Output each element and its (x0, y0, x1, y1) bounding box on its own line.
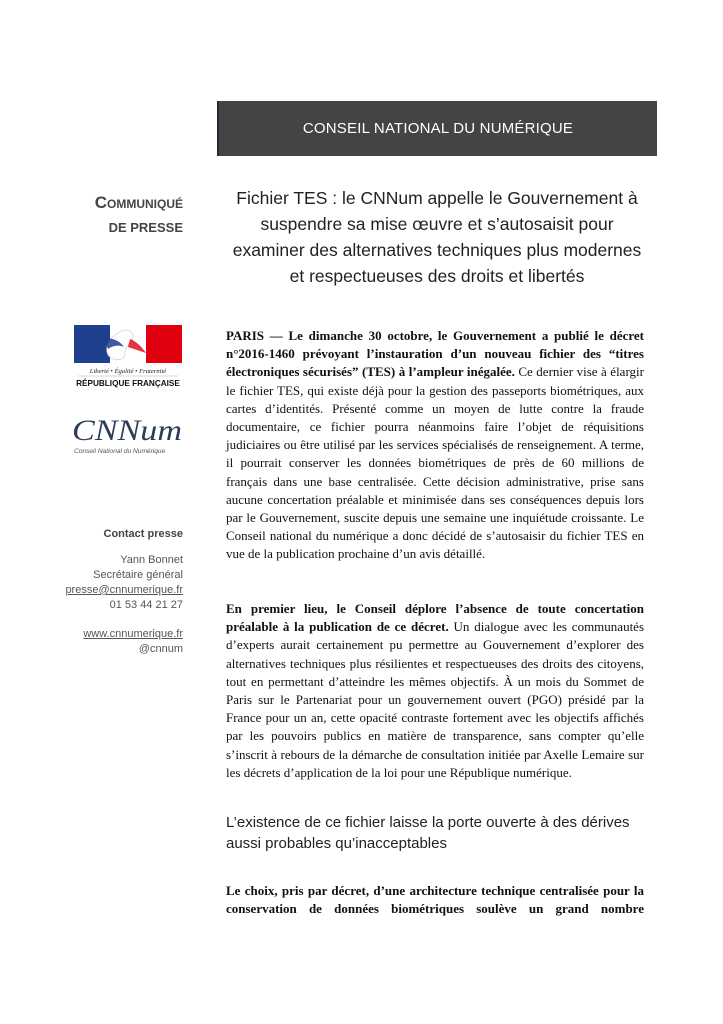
republique-francaise-logo (74, 325, 182, 390)
cnnum-logo (72, 410, 184, 460)
contact-role: Secrétaire général (93, 569, 183, 581)
paragraph-1-lead: PARIS — Le dimanche 30 octobre, le Gouvernement a publié le décret n°2016-1460 prévoyant l’instauration d’un nouveau fichier des “titres électroniques sécurisés” (TES) à l’ampleur inégalée. (226, 328, 644, 380)
page-title: Fichier TES : le CNNum appelle le Gouvernement à suspendre sa mise œuvre et s’autosaisit pour examiner des alternatives techniques plus modernes et respectueuses des droits et libertés (232, 188, 642, 286)
section-heading: L’existence de ce fichier laisse la porte ouverte à des dérives aussi probables qu’inacceptables (226, 814, 630, 852)
cnnum-subtitle: Conseil National du Numérique (74, 448, 166, 455)
contact-phone: 01 53 44 21 27 (109, 599, 183, 611)
website-link[interactable]: www.cnnumerique.fr (83, 628, 183, 640)
paragraph-2-body: Un dialogue avec les communautés d’experts aurait certainement pu permettre au Gouvernement d’explorer des alternatives techniques plus résilientes et respectueuses des droits des citoyens, tout en permettant d’atteindre les mêmes objectifs. À un mois du Sommet de Paris sur le Partenariat pour un gouvernement ouvert (PGO) présidé par la France pour un an, cette opacité contraste fortement avec les objectifs affichés par les pouvoirs publics en matière de transparence, sans compter qu’elle s’inscrit à rebours de la démarche de consultation initiée par Axelle Lemaire sur les décrets d’application de la loi pour une République numérique. (226, 619, 645, 780)
contact-heading: Contact presse (103, 528, 183, 540)
contact-name: Yann Bonnet (120, 554, 183, 566)
twitter-handle: @cnnum (138, 643, 183, 655)
contact-email-link[interactable]: presse@cnnumerique.fr (65, 584, 183, 596)
header-band (217, 101, 657, 156)
cnnum-wordmark: CNNum (72, 414, 182, 447)
republique-motto: Liberté • Égalité • Fraternité (89, 368, 167, 375)
press-release-label (40, 190, 183, 240)
paragraph-2-lead: En premier lieu, le Conseil déplore l’absence de toute concertation préalable à la publication de ce décret. (226, 601, 644, 635)
paragraph-1-body: Ce dernier vise à élargir le fichier TES, qui existe déjà pour la gestion des passeports biométriques, aux cartes d’identités. Présenté comme un moyen de lutte contre la fraude documentaire, ce fichier pourra néanmoins faire l’objet de réquisitions judiciaires ou être utilisé par les services spécialisés de renseignement. A terme, il pourrait conserver les données biométriques de près de 60 millions de français dans une base centralisée. Cette décision administrative, prise sans aucune concertation préalable et minimisée dans ses conséquences depuis lors par le Gouvernement, suscite depuis une semaine une inquiétude croissante. Le Conseil national du numérique a donc décidé de s’autosaisir du fichier TES en vue de la publication prochaine d’un avis détaillé. (226, 364, 644, 562)
header-title: CONSEIL NATIONAL DU NUMÉRIQUE (302, 120, 574, 137)
contact-block (40, 527, 183, 657)
press-release-label-line1: Communiqué (94, 193, 183, 212)
republique-name: RÉPUBLIQUE FRANÇAISE (76, 379, 180, 388)
paragraph-3: Le choix, pris par décret, d’une architecture technique centralisée pour la conservation de données biométriques soulève un grand nombre (226, 883, 644, 917)
paragraph-2 (226, 600, 644, 782)
press-release-label-line2: DE PRESSE (108, 220, 183, 235)
paragraph-1 (226, 327, 644, 564)
